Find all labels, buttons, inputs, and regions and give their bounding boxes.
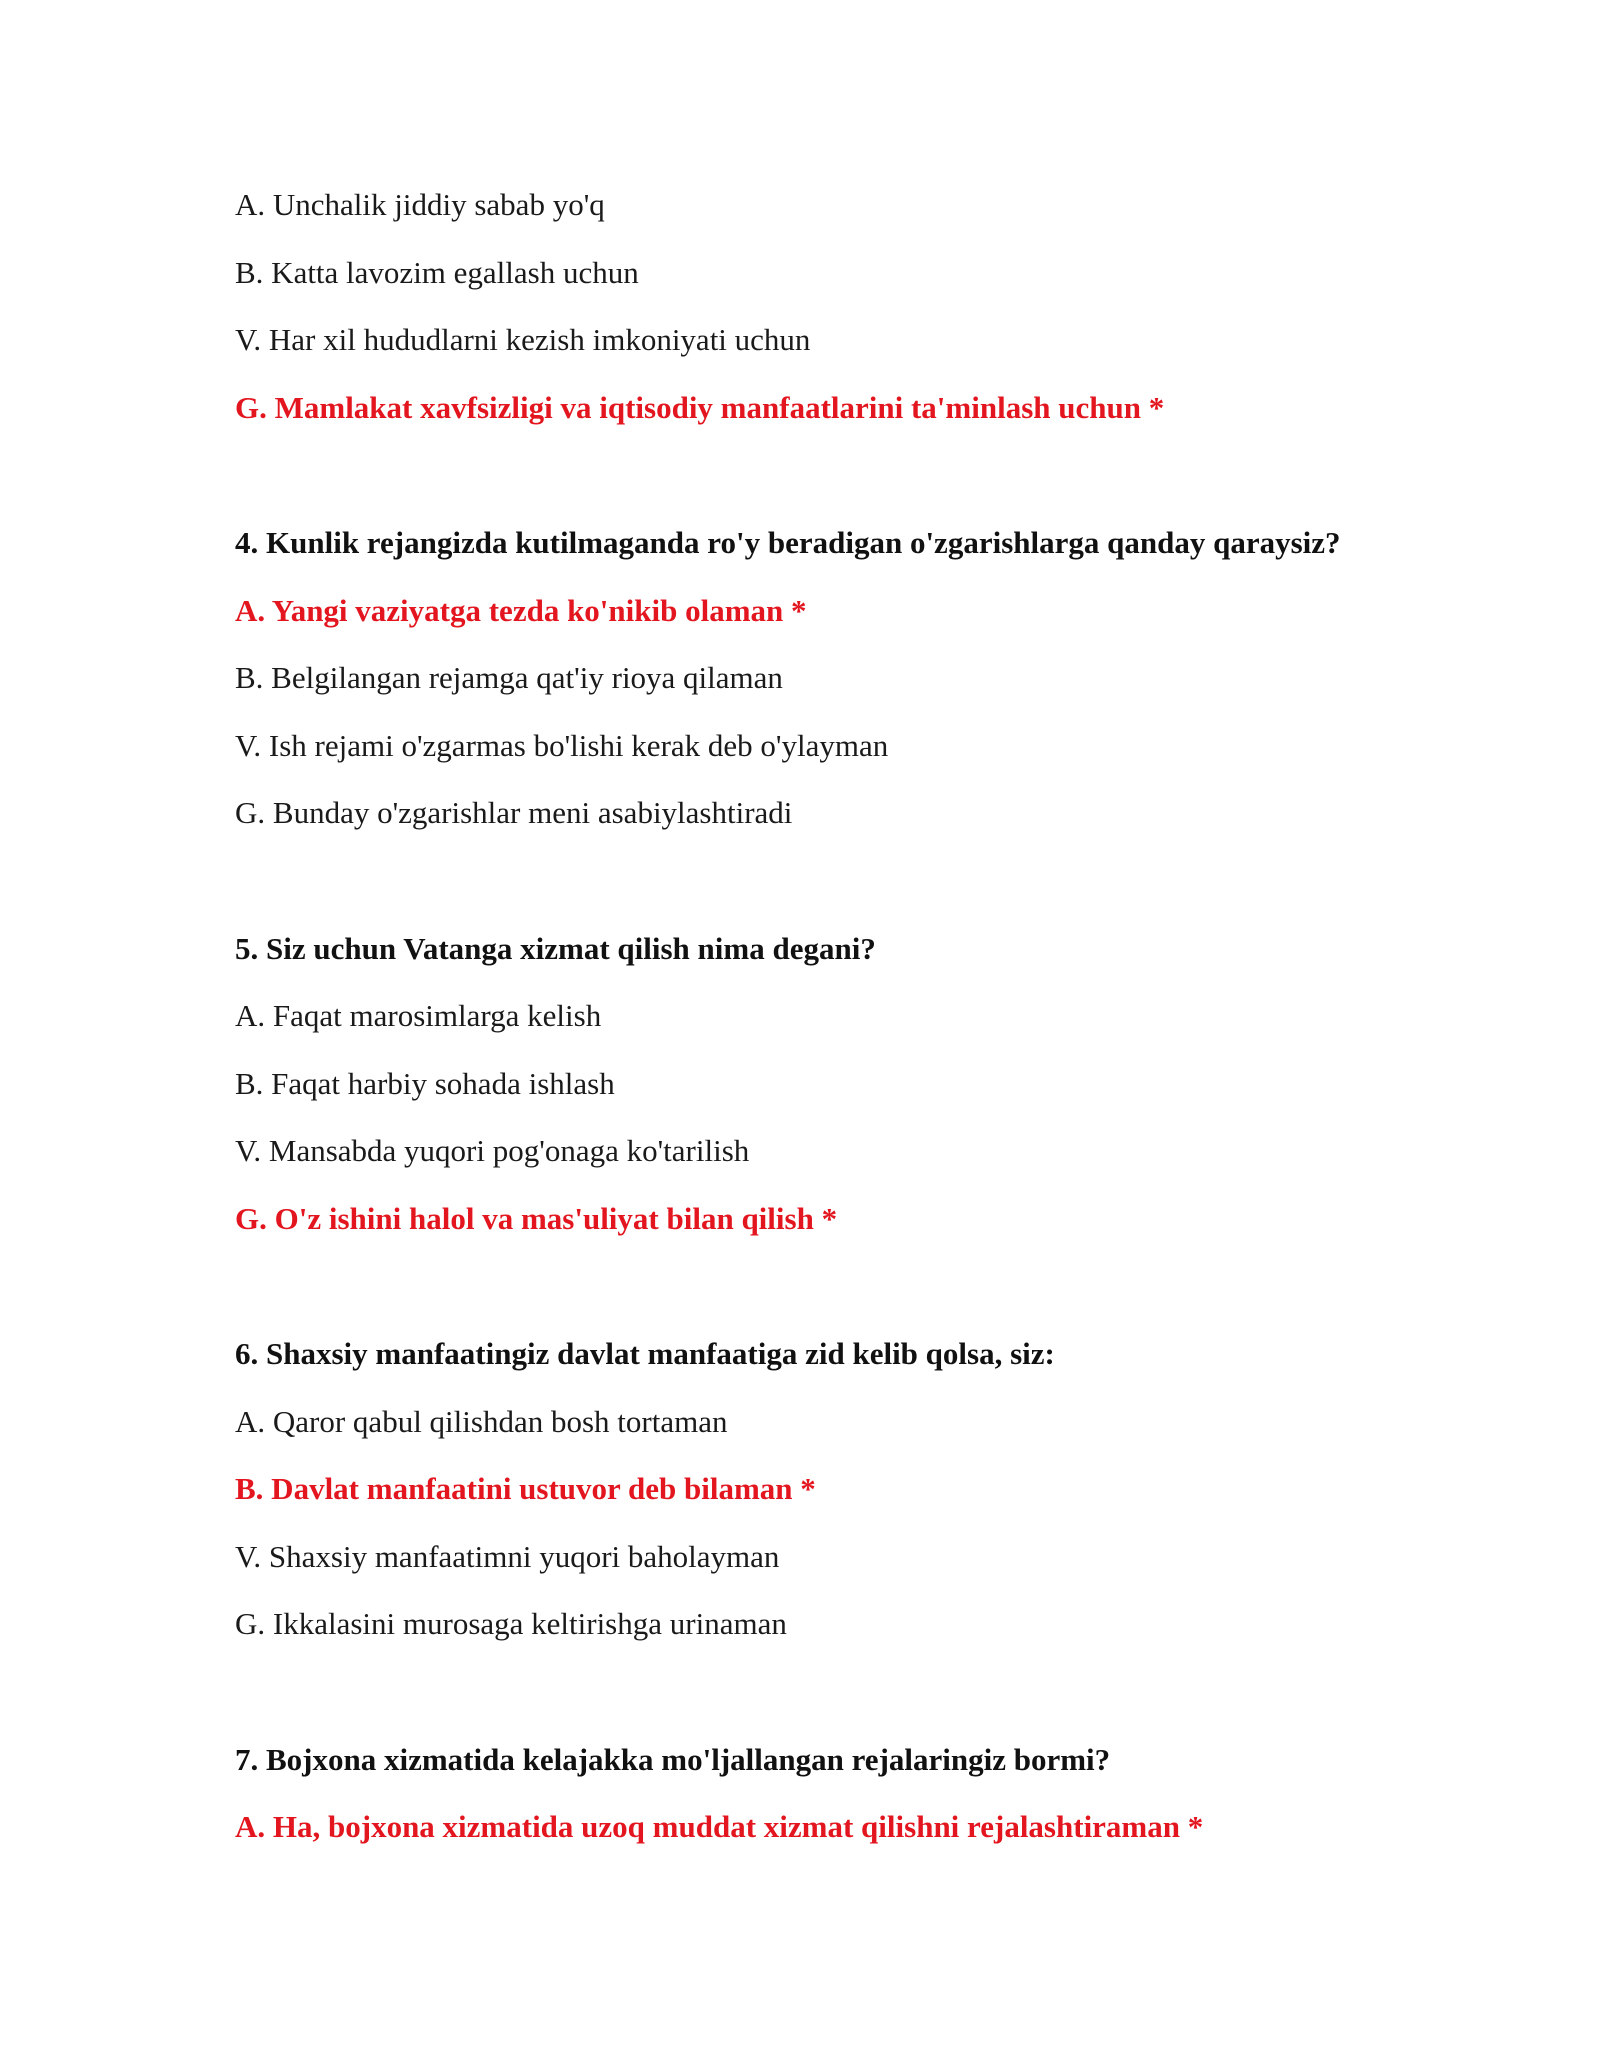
option-3a: A. Unchalik jiddiy sabab yo'q — [235, 187, 605, 222]
option-7a-correct: A. Ha, bojxona xizmatida uzoq muddat xizmat qilishni rejalashtiraman * — [235, 1809, 1204, 1845]
question-6-title: 6. Shaxsiy manfaatingiz davlat manfaatiga zid kelib qolsa, siz: — [235, 1336, 1055, 1372]
option-5g-correct: G. O'z ishini halol va mas'uliyat bilan qilish * — [235, 1200, 838, 1236]
option-3v: V. Har xil hududlarni kezish imkoniyati uchun — [235, 322, 811, 358]
option-6v: V. Shaxsiy manfaatimni yuqori baholayman — [235, 1538, 780, 1574]
option-4v: V. Ish rejami o'zgarmas bo'lishi kerak deb o'ylayman — [235, 727, 889, 763]
question-7-title: 7. Bojxona xizmatida kelajakka mo'ljallangan rejalaringiz bormi? — [235, 1741, 1111, 1777]
option-3g-correct: G. Mamlakat xavfsizligi va iqtisodiy manfaatlarini ta'minlash uchun * — [235, 389, 1165, 425]
option-5a: A. Faqat marosimlarga kelish — [235, 998, 602, 1034]
spacer — [235, 1265, 1435, 1333]
question-block-6 — [235, 1332, 1435, 1670]
spacer — [235, 859, 1435, 927]
question-block-3 — [235, 183, 1435, 453]
question-block-4 — [235, 521, 1435, 859]
option-6a: A. Qaror qabul qilishdan bosh tortaman — [235, 1403, 728, 1439]
option-5b: B. Faqat harbiy sohada ishlash — [235, 1065, 615, 1101]
spacer — [235, 1670, 1435, 1738]
question-4-title: 4. Kunlik rejangizda kutilmaganda ro'y beradigan o'zgarishlarga qanday qaraysiz? — [235, 524, 1341, 560]
option-6b-correct: B. Davlat manfaatini ustuvor deb bilaman * — [235, 1471, 816, 1507]
question-5-title: 5. Siz uchun Vatanga xizmat qilish nima degani? — [235, 930, 876, 966]
option-5v: V. Mansabda yuqori pog'onaga ko'tarilish — [235, 1133, 750, 1169]
spacer — [235, 453, 1435, 521]
option-4a-correct: A. Yangi vaziyatga tezda ko'nikib olaman * — [235, 592, 807, 628]
question-block-7 — [235, 1738, 1435, 1873]
option-6g: G. Ikkalasini murosaga keltirishga urinaman — [235, 1606, 787, 1642]
option-4b: B. Belgilangan rejamga qat'iy rioya qilaman — [235, 660, 783, 696]
option-4g: G. Bunday o'zgarishlar meni asabiylashtiradi — [235, 795, 793, 831]
question-block-5 — [235, 927, 1435, 1265]
option-3b: B. Katta lavozim egallash uchun — [235, 254, 639, 290]
questionnaire-content — [235, 183, 1435, 1873]
